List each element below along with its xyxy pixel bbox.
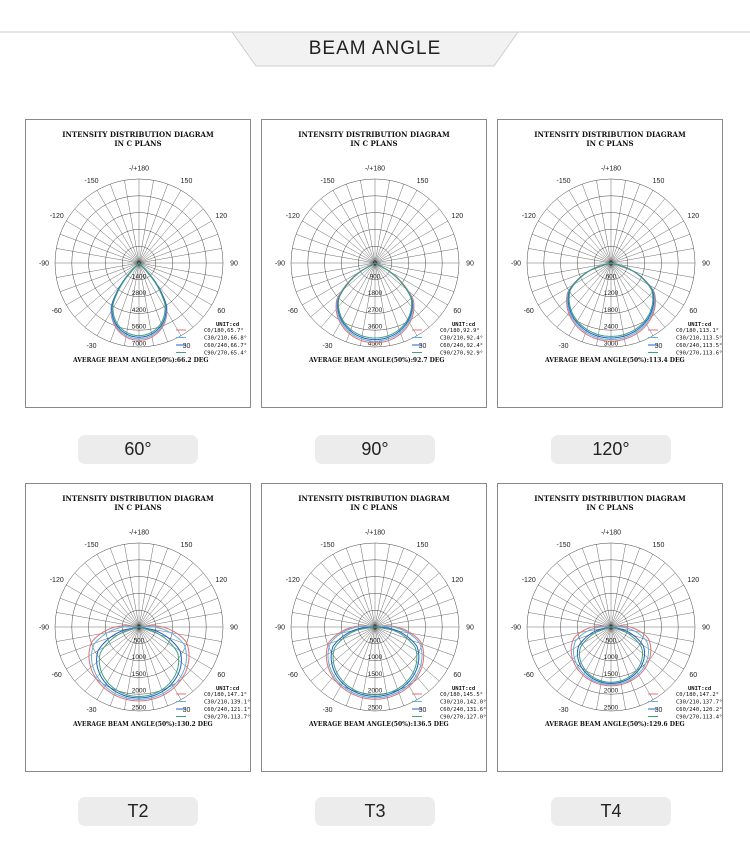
- radial-tick-label: 3600: [367, 323, 383, 331]
- radial-tick-label: 3000: [603, 340, 619, 348]
- angle-label: -150: [84, 542, 99, 550]
- radial-tick-label: 1000: [367, 654, 383, 662]
- radial-tick-label: 2700: [367, 306, 383, 314]
- angle-label: 60: [453, 308, 462, 315]
- angle-label: -120: [285, 213, 300, 220]
- average-beam-angle: AVERAGE BEAM ANGLE(50%):113.4 DEG: [545, 357, 685, 364]
- angle-label: -150: [556, 542, 571, 550]
- radial-tick-label: 4200: [131, 306, 147, 314]
- radial-tick-label: 1400: [131, 273, 147, 281]
- angle-label: -60: [523, 672, 534, 679]
- radial-tick-label: 1800: [367, 290, 383, 298]
- angle-label: 30: [182, 706, 191, 714]
- angle-label: 90: [230, 260, 238, 268]
- diagram-title: INTENSITY DISTRIBUTION DIAGRAM: [62, 130, 214, 139]
- angle-label: -30: [86, 706, 97, 714]
- angle-label: -90: [38, 260, 50, 268]
- average-beam-angle: AVERAGE BEAM ANGLE(50%):136.5 DEG: [309, 721, 449, 728]
- unit-label: UNIT:cd: [452, 686, 476, 692]
- angle-label: 60: [689, 672, 698, 679]
- angle-label: 150: [180, 178, 193, 186]
- diagram-subtitle: IN C PLANS: [114, 139, 162, 148]
- radial-tick-label: 2800: [131, 290, 147, 298]
- angle-label: -90: [38, 624, 50, 632]
- diagram-title: INTENSITY DISTRIBUTION DIAGRAM: [534, 494, 686, 503]
- radial-tick-label: 600: [605, 273, 617, 281]
- radial-tick-label: 4500: [367, 340, 383, 348]
- angle-label: 60: [217, 308, 226, 315]
- radial-tick-label: 500: [133, 637, 145, 645]
- angle-label: -30: [86, 342, 97, 350]
- beam-caption: 90°: [315, 435, 435, 464]
- angle-label: -60: [51, 308, 62, 315]
- angle-label: -120: [285, 577, 300, 584]
- angle-label: -30: [558, 342, 569, 350]
- angle-label: -60: [51, 672, 62, 679]
- angle-label: -90: [510, 260, 522, 268]
- polar-chart: [262, 484, 488, 773]
- angle-label: -90: [274, 260, 286, 268]
- angle-label: -150: [320, 542, 335, 550]
- radial-tick-label: 1200: [603, 290, 619, 298]
- diagram-subtitle: IN C PLANS: [586, 139, 634, 148]
- intensity-diagram-4: [25, 483, 251, 772]
- polar-chart: [26, 484, 252, 773]
- unit-label: UNIT:cd: [688, 322, 712, 328]
- angle-label: 150: [652, 542, 665, 550]
- angle-label: 0: [609, 624, 613, 632]
- average-beam-angle: AVERAGE BEAM ANGLE(50%):130.2 DEG: [73, 721, 213, 728]
- legend-entry: C30/210,142.0°: [440, 699, 487, 706]
- radial-tick-label: 2000: [603, 687, 619, 695]
- angle-label: 150: [180, 542, 193, 550]
- angle-label: 0: [137, 624, 141, 632]
- angle-label: -120: [49, 213, 64, 220]
- unit-label: UNIT:cd: [688, 686, 712, 692]
- legend-entry: C30/210,66.8°: [204, 335, 248, 342]
- legend-entry: C60/240,92.4°: [440, 343, 484, 349]
- radial-tick-label: 1800: [603, 306, 619, 314]
- diagram-subtitle: IN C PLANS: [350, 139, 398, 148]
- angle-label: -150: [556, 178, 571, 186]
- page-title: BEAM ANGLE: [308, 38, 442, 59]
- radial-tick-label: 500: [369, 637, 381, 645]
- radial-tick-label: 2000: [367, 687, 383, 695]
- legend-entry: C0/180,113.1°: [676, 328, 720, 334]
- angle-label: -/+180: [600, 529, 622, 537]
- unit-label: UNIT:cd: [216, 322, 240, 328]
- angle-label: -/+180: [128, 529, 150, 537]
- angle-label: -/+180: [364, 529, 386, 537]
- legend-entry: C60/240,120.2°: [676, 707, 723, 713]
- unit-label: UNIT:cd: [452, 322, 476, 328]
- radial-tick-label: 1500: [367, 670, 383, 678]
- average-beam-angle: AVERAGE BEAM ANGLE(50%):129.6 DEG: [545, 721, 685, 728]
- angle-label: 30: [418, 342, 427, 350]
- legend-entry: C90/270,113.4°: [676, 714, 723, 721]
- angle-label: 120: [687, 213, 700, 220]
- legend-entry: C0/180,92.9°: [440, 328, 480, 334]
- angle-label: -150: [320, 178, 335, 186]
- angle-label: -60: [287, 672, 298, 679]
- angle-label: 60: [453, 672, 462, 679]
- diagram-title: INTENSITY DISTRIBUTION DIAGRAM: [298, 130, 450, 139]
- legend-entry: C30/210,139.1°: [204, 699, 251, 706]
- intensity-diagram-6: [497, 483, 723, 772]
- legend-entry: C0/180,145.5°: [440, 692, 484, 698]
- angle-label: 90: [466, 260, 474, 268]
- angle-label: -/+180: [128, 165, 150, 173]
- angle-label: -120: [521, 577, 536, 584]
- angle-label: -90: [274, 624, 286, 632]
- angle-label: 30: [182, 342, 191, 350]
- angle-label: 0: [373, 624, 377, 632]
- angle-label: 30: [654, 706, 663, 714]
- radial-tick-label: 2400: [603, 323, 619, 331]
- angle-label: 90: [230, 624, 238, 632]
- angle-label: 90: [702, 624, 710, 632]
- diagram-title: INTENSITY DISTRIBUTION DIAGRAM: [298, 494, 450, 503]
- legend-entry: C0/180,65.7°: [204, 328, 244, 334]
- radial-tick-label: 1500: [131, 670, 147, 678]
- legend-entry: C30/210,113.5°: [676, 335, 723, 342]
- diagram-title: INTENSITY DISTRIBUTION DIAGRAM: [62, 494, 214, 503]
- angle-label: 120: [687, 577, 700, 584]
- radial-tick-label: 2000: [131, 687, 147, 695]
- legend-entry: C90/270,113.7°: [204, 714, 251, 721]
- legend-entry: C30/210,137.7°: [676, 699, 723, 706]
- diagram-subtitle: IN C PLANS: [350, 503, 398, 512]
- radial-tick-label: 5600: [131, 323, 147, 331]
- angle-label: -60: [523, 308, 534, 315]
- diagram-subtitle: IN C PLANS: [586, 503, 634, 512]
- average-beam-angle: AVERAGE BEAM ANGLE(50%):92.7 DEG: [309, 357, 445, 364]
- radial-tick-label: 2500: [603, 704, 619, 712]
- angle-label: 90: [466, 624, 474, 632]
- beam-caption: T4: [551, 797, 671, 826]
- angle-label: 0: [137, 260, 141, 268]
- polar-chart: [26, 120, 252, 409]
- radial-tick-label: 500: [605, 637, 617, 645]
- angle-label: -/+180: [600, 165, 622, 173]
- intensity-diagram-3: [497, 119, 723, 408]
- polar-chart: [262, 120, 488, 409]
- angle-label: -/+180: [364, 165, 386, 173]
- angle-label: 0: [609, 260, 613, 268]
- legend-entry: C0/180,147.1°: [204, 692, 248, 698]
- legend-entry: C60/240,66.7°: [204, 343, 248, 349]
- legend-entry: C90/270,92.9°: [440, 350, 484, 357]
- radial-tick-label: 900: [369, 273, 381, 281]
- radial-tick-label: 1000: [603, 654, 619, 662]
- legend-entry: C60/240,121.1°: [204, 707, 251, 713]
- legend-entry: C90/270,113.6°: [676, 350, 723, 357]
- legend-entry: C60/240,131.6°: [440, 707, 487, 713]
- radial-tick-label: 2500: [131, 704, 147, 712]
- beam-caption: T2: [78, 797, 198, 826]
- unit-label: UNIT:cd: [216, 686, 240, 692]
- intensity-diagram-2: [261, 119, 487, 408]
- radial-tick-label: 2500: [367, 704, 383, 712]
- legend-entry: C90/270,127.0°: [440, 714, 487, 721]
- legend-entry: C90/270,65.4°: [204, 350, 248, 357]
- angle-label: 60: [217, 672, 226, 679]
- angle-label: 90: [702, 260, 710, 268]
- angle-label: 0: [373, 260, 377, 268]
- angle-label: 120: [215, 213, 228, 220]
- diagram-subtitle: IN C PLANS: [114, 503, 162, 512]
- angle-label: -30: [558, 706, 569, 714]
- angle-label: 30: [418, 706, 427, 714]
- legend-entry: C0/180,147.2°: [676, 692, 720, 698]
- header-band: [0, 0, 750, 70]
- angle-label: 120: [451, 577, 464, 584]
- angle-label: -120: [49, 577, 64, 584]
- angle-label: -150: [84, 178, 99, 186]
- radial-tick-label: 1000: [131, 654, 147, 662]
- legend-entry: C60/240,113.5°: [676, 343, 723, 349]
- polar-chart: [498, 120, 724, 409]
- angle-label: 150: [652, 178, 665, 186]
- angle-label: 120: [215, 577, 228, 584]
- intensity-diagram-1: [25, 119, 251, 408]
- beam-caption: 120°: [551, 435, 671, 464]
- angle-label: -30: [322, 342, 333, 350]
- angle-label: -120: [521, 213, 536, 220]
- beam-caption: 60°: [78, 435, 198, 464]
- intensity-diagram-5: [261, 483, 487, 772]
- radial-tick-label: 7000: [131, 340, 147, 348]
- angle-label: -30: [322, 706, 333, 714]
- angle-label: 150: [416, 542, 429, 550]
- beam-caption: T3: [315, 797, 435, 826]
- angle-label: 120: [451, 213, 464, 220]
- polar-chart: [498, 484, 724, 773]
- radial-tick-label: 1500: [603, 670, 619, 678]
- diagram-title: INTENSITY DISTRIBUTION DIAGRAM: [534, 130, 686, 139]
- angle-label: 60: [689, 308, 698, 315]
- angle-label: 30: [654, 342, 663, 350]
- angle-label: -60: [287, 308, 298, 315]
- average-beam-angle: AVERAGE BEAM ANGLE(50%):66.2 DEG: [73, 357, 209, 364]
- angle-label: -90: [510, 624, 522, 632]
- legend-entry: C30/210,92.4°: [440, 335, 484, 342]
- angle-label: 150: [416, 178, 429, 186]
